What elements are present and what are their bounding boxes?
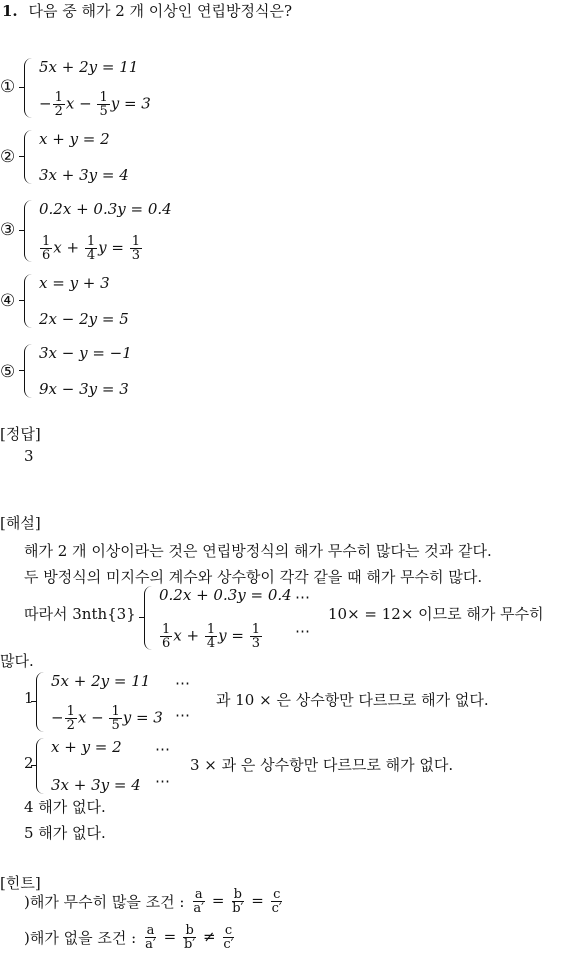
case-1-eq1: 5x + 2y = 11	[51, 672, 151, 690]
case-2-number: 2	[24, 754, 34, 772]
explanation-line-3-cont: 많다.	[0, 652, 34, 670]
explanation-system-3	[144, 586, 292, 650]
brace-icon	[24, 200, 35, 262]
case-1-eq2: − $\frac{1}{2}$ x − $\frac{1}{5}$ y = 3	[51, 704, 163, 733]
case-1-system	[36, 672, 163, 732]
explanation-line-3-prefix: 따라서 3nth{3}	[24, 605, 136, 623]
ellipsis-icon: ⋯	[175, 674, 190, 692]
explanation-label: [해설]	[0, 514, 41, 532]
hint-line-1-prefix: )해가 무수히 많을 조건 :	[24, 893, 185, 911]
option-2-system[interactable]	[24, 130, 129, 184]
option-5-eq2: 9x − 3y = 3	[39, 380, 129, 398]
case-1-number: 1	[24, 689, 34, 707]
option-1-marker[interactable]: ①	[0, 77, 16, 97]
option-2-eq1: x + y = 2	[39, 130, 110, 148]
ellipsis-icon: ⋯	[175, 706, 190, 724]
option-1-system[interactable]	[24, 58, 151, 118]
hint-line-1-formula: $\frac{a}{a'}$ = $\frac{b}{b'}$ = $\frac{c}{c'}$	[193, 887, 282, 916]
option-5-system[interactable]	[24, 344, 132, 398]
hint-line-2-prefix: )해가 없을 조건 :	[24, 929, 137, 947]
case-2-system	[36, 738, 141, 794]
answer-value: 3	[24, 447, 34, 465]
option-3-marker[interactable]: ③	[0, 220, 16, 240]
question-number: 1.	[2, 2, 18, 20]
case-1-text: 과 10 × 은 상수항만 다르므로 해가 없다.	[216, 691, 489, 709]
option-1-eq2: − $\frac{1}{2}$ x − $\frac{1}{5}$ y = 3	[39, 90, 151, 119]
option-4-eq1: x = y + 3	[39, 274, 110, 292]
hint-line-2-formula: $\frac{a}{a'}$ = $\frac{b}{b'}$ ≠ $\frac{c}{c'}$	[145, 923, 234, 952]
ellipsis-icon: ⋯	[295, 588, 310, 606]
brace-icon	[24, 344, 35, 398]
explanation-system-3-eq2: $\frac{1}{6}$ x + $\frac{1}{4}$ y = $\frac{1}{3}$	[162, 622, 261, 651]
brace-icon	[36, 738, 47, 794]
explanation-line-2: 두 방정식의 미지수의 계수와 상수항이 각각 같을 때 해가 무수히 많다.	[24, 568, 483, 586]
option-3-system[interactable]	[24, 200, 172, 262]
case-2-text: 3 × 과 은 상수항만 다르므로 해가 없다.	[190, 756, 454, 774]
brace-icon	[36, 672, 47, 732]
hint-label: [힌트]	[0, 874, 41, 892]
ellipsis-icon: ⋯	[155, 740, 170, 758]
case-4-text: 4 해가 없다.	[24, 798, 106, 816]
option-3-eq1: 0.2x + 0.3y = 0.4	[39, 200, 172, 218]
question-text: 다음 중 해가 2 개 이상인 연립방정식은?	[28, 2, 292, 20]
option-1-eq1: 5x + 2y = 11	[39, 58, 139, 76]
option-4-marker[interactable]: ④	[0, 291, 16, 311]
hint-line-1	[24, 888, 285, 915]
case-5-text: 5 해가 없다.	[24, 824, 106, 842]
explanation-system-3-eq1: 0.2x + 0.3y = 0.4	[159, 586, 292, 604]
option-2-marker[interactable]: ②	[0, 147, 16, 167]
brace-icon	[24, 130, 35, 184]
option-4-eq2: 2x − 2y = 5	[39, 310, 129, 328]
explanation-line-3-mid: 10× = 12× 이므로 해가 무수히	[328, 605, 544, 623]
answer-label: [정답]	[0, 425, 41, 443]
explanation-line-1: 해가 2 개 이상이라는 것은 연립방정식의 해가 무수히 많다는 것과 같다.	[24, 542, 492, 560]
ellipsis-icon: ⋯	[155, 772, 170, 790]
brace-icon	[144, 586, 155, 650]
brace-icon	[24, 274, 35, 328]
case-2-eq2: 3x + 3y = 4	[51, 776, 141, 794]
case-2-eq1: x + y = 2	[51, 738, 122, 756]
option-4-system[interactable]	[24, 274, 129, 328]
option-3-eq2: $\frac{1}{6}$ x + $\frac{1}{4}$ y = $\frac{1}{3}$	[42, 234, 141, 263]
brace-icon	[24, 58, 35, 118]
ellipsis-icon: ⋯	[295, 622, 310, 640]
option-5-marker[interactable]: ⑤	[0, 362, 16, 382]
question-header	[2, 0, 292, 21]
option-2-eq2: 3x + 3y = 4	[39, 166, 129, 184]
hint-line-2	[24, 924, 237, 951]
option-5-eq1: 3x − y = −1	[39, 344, 132, 362]
